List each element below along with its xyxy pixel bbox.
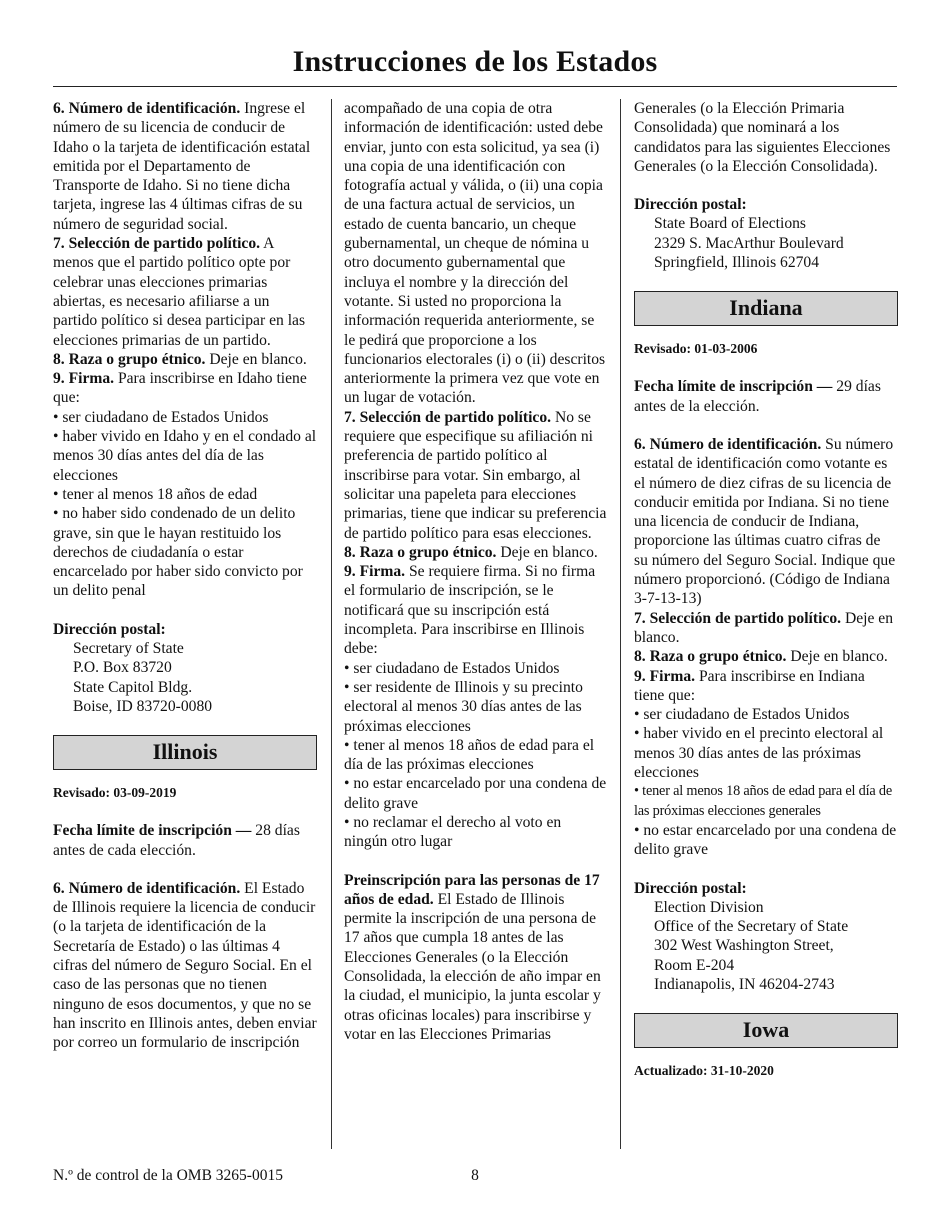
idaho-address-line: Secretary of State <box>73 640 184 658</box>
indiana-id-text: Su número estatal de identificación como votante es el número de diez cifras de su licencia de conducir emitida por Indiana. Si no tiene una licencia de conducir de Indiana, proporcione las últimas cuatro cifras de su número del Seguro Social. Indique que número proporcionó. (Código de Indiana 3-7-13-13) <box>634 435 896 608</box>
illinois-party-text: No se requiere que especifique su afiliación ni preferencia de partido político al inscribirse para votar. Sin embargo, al solicitar una papeleta para elecciones primarias, tiene que indicar su preferencia de partido político para esas elecciones. <box>344 408 607 542</box>
idaho-requirement: • tener al menos 18 años de edad <box>53 485 258 503</box>
idaho-id-section <box>53 99 317 234</box>
illinois-header: Illinois <box>53 735 317 770</box>
page-title: Instrucciones de los Estados <box>292 45 658 78</box>
illinois-signature-section <box>344 562 608 658</box>
illinois-mail-heading: Dirección postal: <box>634 196 747 214</box>
indiana-signature-heading: 9. Firma. <box>634 667 696 685</box>
idaho-party-text: A menos que el partido político opte por celebrar unas elecciones primarias abiertas, es necesario afiliarse a un partido político si desea participar en las elecciones primarias de un partido. <box>53 235 306 349</box>
idaho-race-section <box>53 350 317 369</box>
illinois-requirement: • ser ciudadano de Estados Unidos <box>344 659 560 677</box>
idaho-requirement: • haber vivido en Idaho y en el condado al menos 30 días antes del día de las elecciones <box>53 428 317 484</box>
indiana-signature-section <box>634 667 898 706</box>
idaho-race-text: Deje en blanco. <box>205 350 307 368</box>
column-3 <box>634 99 898 1080</box>
indiana-requirement: • haber vivido en el precinto electoral al menos 30 días antes de las próximas elecciones <box>634 725 884 782</box>
idaho-requirement: • ser ciudadano de Estados Unidos <box>53 408 269 426</box>
indiana-header: Indiana <box>634 291 898 326</box>
indiana-address-line: Office of the Secretary of State <box>654 918 849 936</box>
indiana-race-heading: 8. Raza o grupo étnico. <box>634 648 787 666</box>
indiana-mail-heading: Dirección postal: <box>634 879 747 897</box>
illinois-deadline <box>53 821 317 860</box>
indiana-signature-text: Para inscribirse en Indiana tiene que: <box>634 667 865 704</box>
page-number: 8 <box>471 1167 479 1184</box>
illinois-requirement: • no reclamar el derecho al voto en ningún otro lugar <box>344 813 562 851</box>
iowa-updated: Actualizado: 31-10-2020 <box>634 1063 774 1079</box>
illinois-deadline-heading: Fecha límite de inscripción — <box>53 822 252 840</box>
iowa-header: Iowa <box>634 1013 898 1048</box>
idaho-party-section <box>53 234 317 350</box>
indiana-address-line: Election Division <box>654 898 764 916</box>
indiana-id-heading: 6. Número de identificación. <box>634 435 822 453</box>
idaho-address-line: Boise, ID 83720-0080 <box>73 697 213 715</box>
illinois-party-heading: 7. Selección de partido político. <box>344 408 552 426</box>
illinois-race-heading: 8. Raza o grupo étnico. <box>344 543 497 561</box>
illinois-preregistration <box>344 871 608 1045</box>
illinois-signature-text: Se requiere firma. Si no firma el formulario de inscripción, se le notificará que su inscripción está incompleta. Para inscribirse en Illinois debe: <box>344 563 596 658</box>
indiana-address-line: Room E-204 <box>654 956 735 974</box>
column-divider-1 <box>331 99 332 1149</box>
illinois-requirement: • tener al menos 18 años de edad para el día de las próximas elecciones <box>344 736 595 774</box>
illinois-id-text: El Estado de Illinois requiere la licencia de conducir (o la tarjeta de identificación de la Secretaría de Estado) o las últimas 4 cifras del número de Seguro Social. En el caso de las personas que no tienen ninguno de esos documentos, y que no se han inscrito en Illinois antes, deben enviar por correo un formulario de inscripción <box>53 879 317 1052</box>
illinois-revised: Revisado: 03-09-2019 <box>53 785 177 801</box>
indiana-party-heading: 7. Selección de partido político. <box>634 609 842 627</box>
illinois-id-heading: 6. Número de identificación. <box>53 879 241 897</box>
indiana-address-line: Indianapolis, IN 46204-2743 <box>654 975 835 993</box>
indiana-deadline <box>634 377 898 416</box>
idaho-id-text: Ingrese el número de su licencia de conducir de Idaho o la tarjeta de identificación estatal emitida por el Departamento de Transporte de Idaho. Si no tiene dicha tarjeta, ingrese las 4 últimas cifras de su número de seguridad social. <box>53 100 311 233</box>
indiana-address-line: 302 West Washington Street, <box>654 937 834 955</box>
title-divider <box>53 86 897 87</box>
illinois-deadline-text: 28 días antes de cada elección. <box>53 822 300 859</box>
indiana-requirement: • tener al menos 18 años de edad para el día de las próximas elecciones generales <box>634 783 893 819</box>
indiana-race-text: Deje en blanco. <box>786 648 888 666</box>
indiana-requirement: • ser ciudadano de Estados Unidos <box>634 706 850 724</box>
indiana-party-section <box>634 609 898 648</box>
illinois-prereg-heading: Preinscripción para las personas de 17 años de edad. <box>344 871 600 908</box>
indiana-id-section <box>634 435 898 609</box>
idaho-signature-section <box>53 369 317 408</box>
idaho-address-line: P.O. Box 83720 <box>73 659 172 677</box>
illinois-address-line: 2329 S. MacArthur Boulevard <box>654 234 844 252</box>
illinois-signature-heading: 9. Firma. <box>344 563 406 581</box>
illinois-race-text: Deje en blanco. <box>496 543 598 561</box>
column-2 <box>344 99 608 1044</box>
idaho-party-heading: 7. Selección de partido político. <box>53 235 261 253</box>
illinois-race-section <box>344 543 608 562</box>
indiana-party-text: Deje en blanco. <box>634 609 893 646</box>
illinois-requirement: • ser residente de Illinois y su precinto electoral al menos 30 días antes de las próximas elecciones <box>344 678 583 735</box>
indiana-deadline-heading: Fecha límite de inscripción — <box>634 378 833 396</box>
omb-control-number: N.º de control de la OMB 3265-0015 <box>53 1167 283 1184</box>
illinois-id-continued: acompañado de una copia de otra información de identificación: usted debe enviar, junto con esta solicitud, ya sea (i) una copia de una identificación con fotografía actual y válida, o (ii) una copia de una factura actual de servicios, un estado de cuenta bancario, un cheque gubernamental, un cheque de nómina u otro documento gubernamental que incluya el nombre y la dirección del votante. Si usted no proporciona la información requerida anteriormente, se le pedirá que proporcione a los funcionarios electorales (i) o (ii) descritos anteriormente la primera vez que vote en un lugar de votación. <box>344 100 606 407</box>
illinois-id-section <box>53 879 317 1053</box>
idaho-requirement: • no haber sido condenado de un delito grave, sin que le hayan restituido los derechos de ciudadanía o estar encarcelado por haber sido convicto por un delito penal <box>53 505 303 600</box>
idaho-race-heading: 8. Raza o grupo étnico. <box>53 350 206 368</box>
idaho-signature-text: Para inscribirse en Idaho tiene que: <box>53 370 307 407</box>
idaho-signature-heading: 9. Firma. <box>53 370 115 388</box>
idaho-mail-heading: Dirección postal: <box>53 620 166 638</box>
indiana-race-section <box>634 647 898 666</box>
idaho-id-heading: 6. Número de identificación. <box>53 100 241 117</box>
illinois-prereg-text: El Estado de Illinois permite la inscripción de una persona de 17 años que cumpla 18 antes de las Elecciones Generales (o la Elección Consolidada, la elección de año impar en la ciudad, el municipio, la junta escolar y otras oficinas locales) para inscribirse y votar en las Elecciones Primarias <box>344 890 601 1043</box>
illinois-party-section <box>344 408 608 543</box>
indiana-deadline-text: 29 días antes de la elección. <box>634 378 881 415</box>
indiana-requirement: • no estar encarcelado por una condena de delito grave <box>634 821 897 859</box>
column-1 <box>53 99 317 1052</box>
illinois-mail-heading-wrap <box>634 195 898 214</box>
illinois-prereg-continued: Generales (o la Elección Primaria Consolidada) que nominará a los candidatos para las siguientes Elecciones Generales (o la Elección Consolidada). <box>634 100 891 175</box>
illinois-requirement: • no estar encarcelado por una condena de delito grave <box>344 775 607 812</box>
idaho-address-line: State Capitol Bldg. <box>73 678 193 696</box>
illinois-address-line: Springfield, Illinois 62704 <box>654 254 820 272</box>
indiana-revised: Revisado: 01-03-2006 <box>634 341 758 357</box>
column-divider-2 <box>620 99 621 1149</box>
illinois-address-line: State Board of Elections <box>654 215 807 233</box>
